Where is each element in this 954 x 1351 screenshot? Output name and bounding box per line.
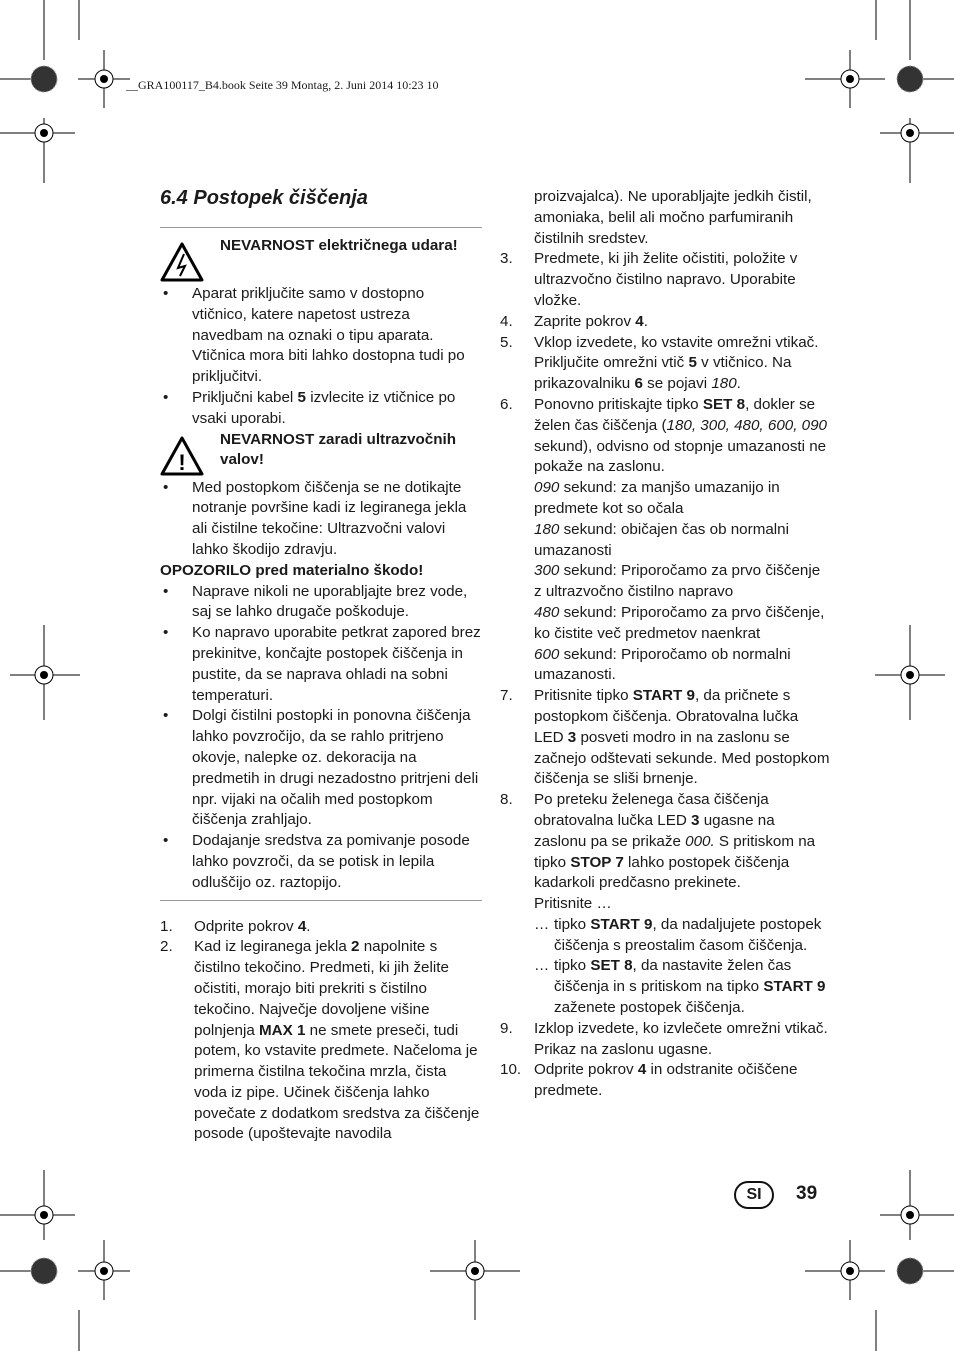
list-item: • Ko napravo uporabite petkrat zapored brez prekinitve, končajte postopek čiščenja in pustite, da se naprava ohladi na sobni temperaturi. [163,624,481,704]
step-item: 9. Izklop izvedete, ko izvlečete omrežni vtikač. Prikaz na zaslonu ugasne. [500,1019,828,1058]
list-item: • Naprave nikoli ne uporabljajte brez vode, saj se lahko drugače poškoduje. [163,582,468,621]
language-badge: SI [734,1181,774,1209]
right-column [500,187,830,1102]
time-option: 600 sekund: Priporočamo ob normalni umazanosti. [534,645,791,684]
warning-triangle-icon [160,436,206,478]
press-label: Pritisnite … [534,895,612,913]
list-item: • Priključni kabel 5 izvlecite iz vtičnice po vsaki uporabi. [163,388,456,427]
list-item: • Aparat priključite samo v dostopno vtičnico, katere napetost ustreza navedbam na oznaki o tipu aparata. Vtičnica mora biti lahko dostopna tudi po priključitvi. [163,285,465,386]
list-item: • Med postopkom čiščenja se ne dotikajte notranje površine kadi iz legiranega jekla ali čistilne tekočine: Ultrazvočni valovi lahko škodijo zdravju. [163,478,467,558]
step-item: 1. Odprite pokrov 4. [160,917,311,935]
list-item: • Dodajanje sredstva za pomivanje posode lahko povzroči, da se potisk in lepila odluščijo oz. raztopijo. [163,832,470,891]
electric-hazard-icon [160,242,206,284]
left-column [160,185,482,1145]
warning-electric [160,236,482,284]
time-option: 180 sekund: običajen čas ob normalni umazanosti [534,520,789,559]
step-item: 2. Kad iz legiranega jekla 2 napolnite s čistilno tekočino. Predmeti, ki jih želite očistiti, morajo biti prekriti s čistilno tekočino. Največje dovoljene višine polnjenja MAX 1 ne smete preseči, tudi potem, ko vstavite predmete. Načeloma je primerna čistilna tekočina mrzla, čista voda iz pipe. Učinek čiščenja lahko povečate z dodatkom sredstva za čiščenje posode (upoštevajte navodila [160,938,480,1143]
step-item: 10. Odprite pokrov 4 in odstranite očiščene predmete. [500,1061,798,1100]
list-item: • Dolgi čistilni postopki in ponovna čiščenja lahko povzročijo, da se rahlo pritrjeno okovje, nalepke oz. dekoracija na predmetih in drugi nezadostno pritrjeni deli npr. vijaki na očalih med postopkom čiščenja zrahljajo. [163,707,479,829]
continued-text: proizvajalca). Ne uporabljajte jedkih čistil, amoniaka, belil ali močno parfumiranih čistilnih sredstev. [534,188,812,247]
divider [160,227,482,228]
step-item: 8. Po preteku želenega časa čiščenja obratovalna lučka LED 3 ugasne na zaslonu pa se prikaže 000. S pritiskom na tipko STOP 7 lahko postopek čiščenja kadarkoli predčasno prekinete. Pritisnite … … tipko START 9, da nadaljujete postopek čiščenja s preostalim časom čiščenja. … tipko SET 8, da nastavite želen čas čiščenja in s pritiskom na tipko START 9 zaženete postopek čiščenja. [500,790,830,1019]
step-item: 3. Predmete, ki jih želite očistiti, položite v ultrazvočno čistilno napravo. Uporabite vložke. [500,250,798,309]
step-item: 6. Ponovno pritiskajte tipko SET 8, dokler se želen čas čiščenja (180, 300, 480, 600, 090 sekund), odvisno od stopnje umazanosti ne pokaže na zaslonu. 090 sekund: za manjšo umazanijo in predmete kot so očala 180 sekund: običajen čas ob normalni umazanosti 300 sekund: Priporočamo za prvo čiščenje z ultrazvočno čistilno napravo 480 sekund: Priporočamo za prvo čiščenje, ko čistite več predmetov naenkrat 600 sekund: Priporočamo ob normalni umazanosti. [500,395,830,686]
time-option: 300 sekund: Priporočamo za prvo čiščenje z ultrazvočno čistilno napravo [534,562,821,601]
time-option: 480 sekund: Priporočamo za prvo čiščenje, ko čistite več predmetov naenkrat [534,603,825,642]
divider [160,900,482,901]
time-option: 090 sekund: za manjšo umazanijo in predmete kot so očala [534,479,780,517]
warning-title: NEVARNOST električnega udara! [220,237,458,254]
section-title: 6.4 Postopek čiščenja [160,187,368,209]
sub-item: … tipko START 9, da nadaljujete postopek čiščenja s preostalim časom čiščenja. [534,915,822,954]
step-item: 5. Vklop izvedete, ko vstavite omrežni vtikač. Priključite omrežni vtič 5 v vtičnico. Na prikazovalniku 6 se pojavi 180. [500,333,819,393]
print-header: __GRA100117_B4.book Seite 39 Montag, 2. Juni 2014 10:23 10 [126,78,439,92]
step-item: 7. Pritisnite tipko START 9, da pričnete s postopkom čiščenja. Obratovalna lučka LED 3 posveti modro in na zaslonu se začnejo odštevati sekunde. Med postopkom čiščenja se sliši brnenje. [500,687,830,788]
warning-ultrasound [160,430,482,478]
svg-text:!: ! [178,449,186,475]
warning-title: NEVARNOST zaradi ultrazvočnih valov! [220,430,457,469]
warning-title: OPOZORILO pred materialno škodo! [160,561,424,579]
step-item: 4. Zaprite pokrov 4. [500,312,648,330]
sub-item: … tipko SET 8, da nastavite želen čas čiščenja in s pritiskom na tipko START 9 zaženete postopek čiščenja. [534,957,826,1017]
page-number: 39 [796,1183,818,1204]
